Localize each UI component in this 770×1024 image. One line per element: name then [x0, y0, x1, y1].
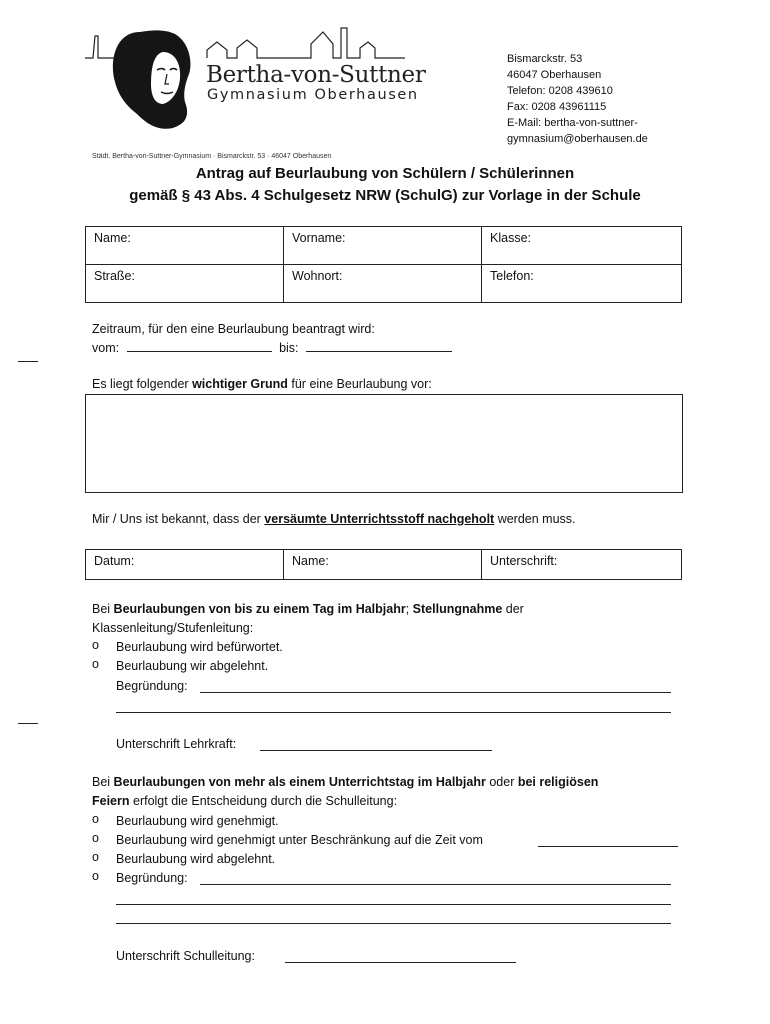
option-approved[interactable]: Beurlaubung wird befürwortet.	[116, 640, 283, 654]
section2-line2	[92, 792, 397, 811]
section2-heading	[92, 773, 598, 792]
option-bullet: o	[92, 850, 99, 864]
s2-text: Bei	[92, 775, 114, 789]
teacher-signature-line[interactable]	[260, 750, 492, 751]
s1-reason-label: Begründung:	[116, 679, 188, 693]
ack-prefix: Mir / Uns ist bekannt, dass der	[92, 512, 265, 526]
option-granted[interactable]: Beurlaubung wird genehmigt.	[116, 814, 279, 828]
form-title-line2: gemäß § 43 Abs. 4 Schulgesetz NRW (SchulG) zur Vorlage in der Schule	[129, 187, 641, 204]
ack-suffix: werden muss.	[494, 512, 576, 526]
name-field[interactable]: Name:	[86, 227, 284, 265]
applicant-name-field[interactable]: Name:	[284, 550, 482, 580]
option-bullet: o	[92, 638, 99, 652]
s1-text-end: der	[502, 602, 524, 616]
s1-bold2: Stellungnahme	[412, 602, 503, 616]
signature-table	[85, 549, 682, 580]
principal-signature-line[interactable]	[285, 962, 516, 963]
principal-signature-label: Unterschrift Schulleitung:	[116, 949, 255, 963]
s2-reason-line-3[interactable]	[116, 923, 671, 924]
student-info-table	[85, 226, 682, 303]
s2-bold1: Beurlaubungen von mehr als einem Unterrichtstag im Halbjahr	[113, 775, 486, 789]
ack-emphasis: versäumte Unterrichtsstoff nachgeholt	[264, 512, 495, 526]
s1-text: Bei	[92, 602, 114, 616]
option-bullet: o	[92, 869, 99, 883]
street-field[interactable]: Straße:	[86, 265, 284, 303]
section1-line2: Klassenleitung/Stufenleitung:	[92, 621, 254, 635]
option-granted-limited[interactable]: Beurlaubung wird genehmigt unter Beschränkung auf die Zeit vom	[116, 833, 483, 847]
form-title-line1: Antrag auf Beurlaubung von Schülern / Schülerinnen	[195, 165, 575, 182]
section1-heading	[92, 600, 524, 619]
fold-mark-top	[18, 361, 38, 362]
teacher-signature-label: Unterschrift Lehrkraft:	[116, 737, 237, 751]
option-bullet: o	[92, 831, 99, 845]
s2-sep: oder	[485, 775, 518, 789]
s1-sep: ;	[405, 602, 413, 616]
sender-line: Städt. Bertha-von-Suttner-Gymnasium · Bismarckstr. 53 · 46047 Oberhausen	[92, 153, 332, 160]
to-label: bis:	[279, 341, 299, 355]
s1-bold1: Beurlaubungen von bis zu einem Tag im Halbjahr	[113, 602, 406, 616]
first-name-field[interactable]: Vorname:	[284, 227, 482, 265]
s2-bold2: bei religiösen	[517, 775, 599, 789]
s2-text-end: erfolgt die Entscheidung durch die Schulleitung:	[129, 794, 398, 808]
phone-field[interactable]: Telefon:	[482, 265, 682, 303]
reason-text-end: für eine Beurlaubung vor:	[287, 377, 432, 391]
reason-text: Es liegt folgender	[92, 377, 193, 391]
from-date-field[interactable]	[127, 339, 272, 352]
option-bullet: o	[92, 812, 99, 826]
s1-reason-line-2[interactable]	[116, 712, 671, 713]
s1-reason-line[interactable]	[200, 692, 671, 693]
class-field[interactable]: Klasse:	[482, 227, 682, 265]
s2-bold3: Feiern	[92, 794, 130, 808]
address-line: Bismarckstr. 53	[507, 53, 583, 65]
option-rejected[interactable]: Beurlaubung wir abgelehnt.	[116, 659, 269, 673]
option-reason[interactable]: Begründung:	[116, 871, 188, 885]
acknowledge-text	[92, 510, 576, 529]
date-field[interactable]: Datum:	[86, 550, 284, 580]
address-line: gymnasium@oberhausen.de	[507, 133, 648, 145]
school-address	[507, 51, 757, 147]
limited-period-line[interactable]	[538, 846, 678, 847]
period-label: Zeitraum, für den eine Beurlaubung beantragt wird:	[92, 322, 375, 336]
fold-mark-bottom	[18, 723, 38, 724]
city-field[interactable]: Wohnort:	[284, 265, 482, 303]
period-row	[92, 339, 452, 358]
address-line: Telefon: 0208 439610	[507, 85, 613, 97]
address-line: E-Mail: bertha-von-suttner-	[507, 117, 638, 129]
from-label: vom:	[92, 341, 120, 355]
address-line: 46047 Oberhausen	[507, 69, 602, 81]
signature-field[interactable]: Unterschrift:	[482, 550, 682, 580]
option-denied[interactable]: Beurlaubung wird abgelehnt.	[116, 852, 276, 866]
reason-textbox[interactable]	[85, 394, 683, 493]
school-subtitle: Gymnasium Oberhausen	[207, 87, 419, 103]
address-line: Fax: 0208 43961115	[507, 101, 607, 113]
reason-label	[92, 375, 432, 394]
option-bullet: o	[92, 657, 99, 671]
reason-bold: wichtiger Grund	[192, 377, 288, 391]
to-date-field[interactable]	[306, 339, 452, 352]
school-name: Bertha-von-Suttner	[206, 62, 426, 88]
s2-reason-line[interactable]	[200, 884, 671, 885]
s2-reason-line-2[interactable]	[116, 904, 671, 905]
